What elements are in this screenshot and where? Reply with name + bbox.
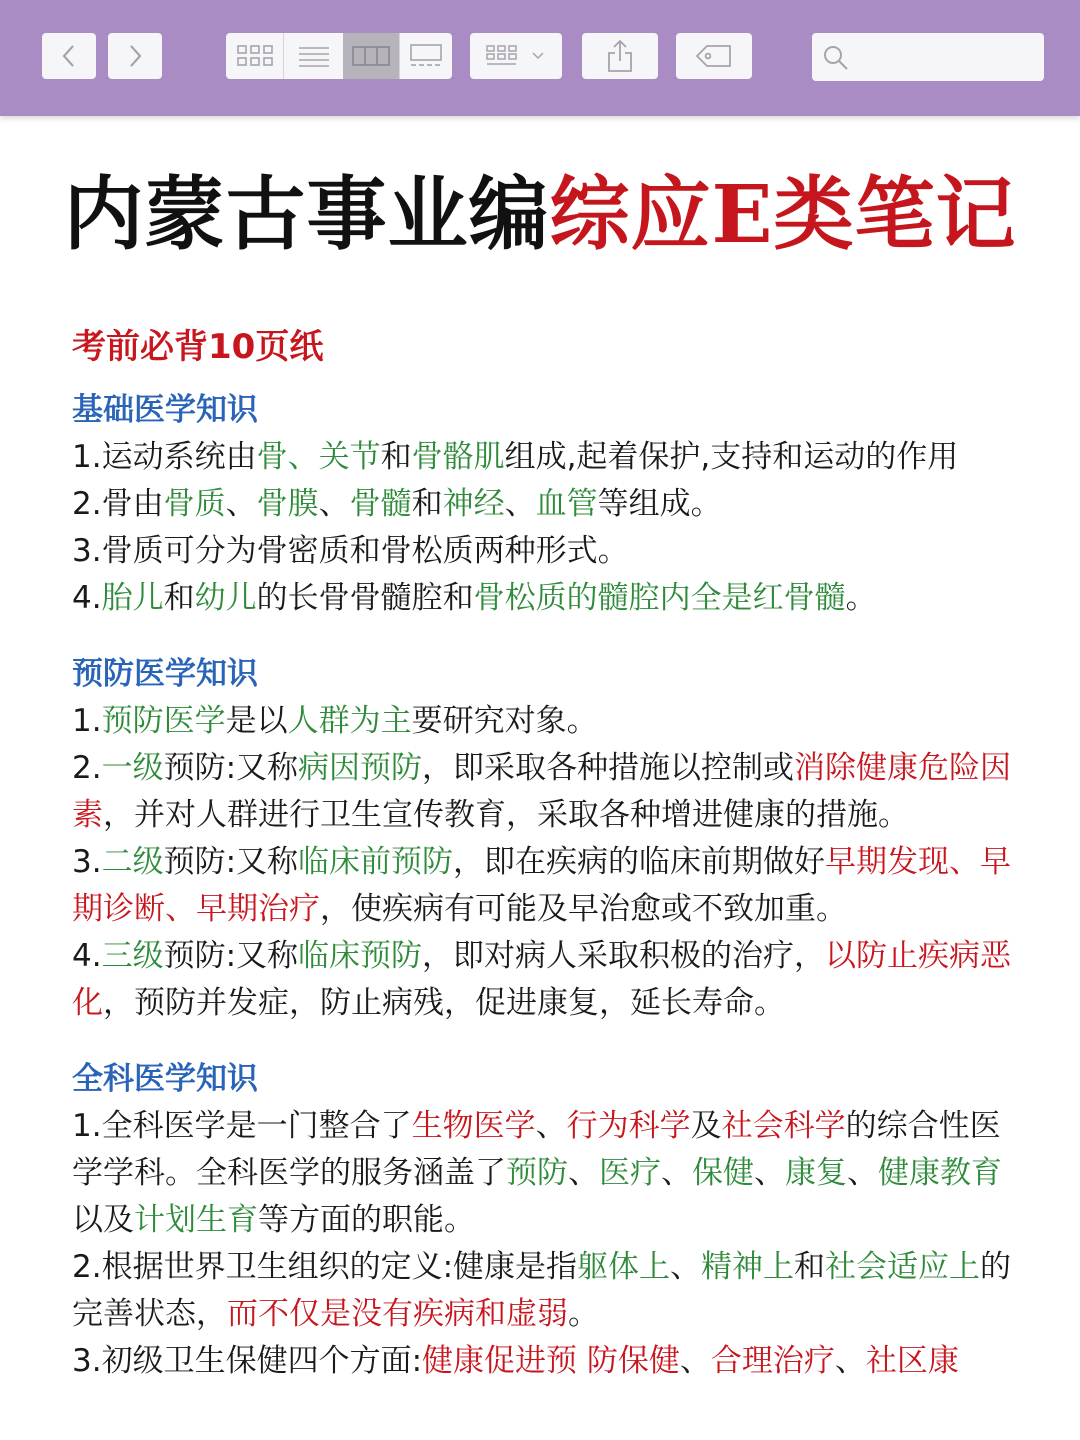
column-view-icon xyxy=(351,44,391,68)
note-item xyxy=(72,1244,1022,1338)
highlight-text: 病因预防 xyxy=(298,750,423,786)
note-text: 以及 xyxy=(72,1202,134,1238)
highlight-text: 医疗 xyxy=(599,1155,661,1191)
search-icon xyxy=(822,44,850,72)
back-icon xyxy=(59,43,79,69)
note-text: ，即对病人采取积极的治疗， xyxy=(422,938,826,974)
note-text: ，并对人群进行卫生宣传教育，采取各种增进健康的措施。 xyxy=(103,797,909,833)
highlight-text: 健康促进预 防保健 xyxy=(422,1343,680,1379)
note-text: 预防:又称 xyxy=(163,938,299,974)
list-view-icon xyxy=(297,44,331,68)
section xyxy=(72,388,1022,622)
note-item xyxy=(72,933,1022,1027)
note-text: ，即采取各种措施以控制或 xyxy=(422,750,795,786)
highlight-text: 以防止疾病恶化 xyxy=(72,938,1012,1021)
note-text: 、 xyxy=(847,1155,878,1191)
highlight-text: 骨膜 xyxy=(256,486,319,522)
highlight-text: 骨骼肌 xyxy=(411,439,505,475)
highlight-text: 行为科学 xyxy=(566,1108,691,1144)
gallery-view-button[interactable] xyxy=(399,33,452,79)
note-text: 、 xyxy=(225,486,257,522)
note-text: 预防:又称 xyxy=(163,750,299,786)
highlight-text: 预防 xyxy=(506,1155,568,1191)
note-text: ，预防并发症，防止病残，促进康复，延长寿命。 xyxy=(103,985,785,1021)
note-text: 1.全科医学是一门整合了 xyxy=(72,1108,412,1144)
note-text: 1.运动系统由 xyxy=(72,439,257,475)
highlight-text: 临床前预防 xyxy=(298,844,454,880)
highlight-text: 一级 xyxy=(101,750,164,786)
note-text: 的综合性医学学科。全科医学的服务涵盖了 xyxy=(72,1108,1001,1191)
highlight-text: 骨髓 xyxy=(349,486,412,522)
note-text: 3.骨质可分为骨密质和骨松质两种形式。 xyxy=(72,533,629,569)
notes-content xyxy=(72,318,1022,1415)
highlight-text: 预防医学 xyxy=(101,703,226,739)
finder-toolbar xyxy=(0,0,1080,116)
tag-button[interactable] xyxy=(676,33,752,79)
group-by-button[interactable] xyxy=(470,33,562,79)
highlight-text: 三级 xyxy=(101,938,164,974)
tag-icon xyxy=(694,43,734,69)
section-heading: 全科医学知识 xyxy=(72,1061,258,1097)
highlight-text: 精神上 xyxy=(701,1249,795,1285)
highlight-text: 消除健康危险因素 xyxy=(72,750,1012,833)
highlight-text: 人群为主 xyxy=(287,703,412,739)
note-text: 、 xyxy=(318,486,350,522)
section-heading: 预防医学知识 xyxy=(72,656,258,692)
note-text: 。 xyxy=(845,580,877,616)
note-text: 预防:又称 xyxy=(163,844,299,880)
share-icon xyxy=(605,39,635,73)
note-text: 1. xyxy=(72,703,102,739)
note-text: 等方面的职能。 xyxy=(258,1202,475,1238)
title-part-red: 综应E类笔记 xyxy=(549,167,1017,261)
highlight-text: 二级 xyxy=(101,844,164,880)
highlight-text: 骨、关节 xyxy=(256,439,381,475)
group-icon xyxy=(481,43,551,69)
forward-icon xyxy=(125,43,145,69)
note-text: 4. xyxy=(72,938,102,974)
note-text: 、 xyxy=(834,1343,866,1379)
sections-container xyxy=(72,388,1022,1385)
note-text: 及 xyxy=(690,1108,722,1144)
note-text: 3.初级卫生保健四个方面: xyxy=(72,1343,423,1379)
highlight-text: 而不仅是没有疾病和虚弱 xyxy=(227,1296,568,1332)
highlight-text: 社区康 xyxy=(865,1343,959,1379)
highlight-text: 保健 xyxy=(692,1155,754,1191)
highlight-text: 幼儿 xyxy=(194,580,257,616)
list-view-button[interactable] xyxy=(283,33,343,79)
note-text: 是以 xyxy=(225,703,288,739)
highlight-text: 躯体上 xyxy=(577,1249,671,1285)
share-button[interactable] xyxy=(582,33,658,79)
note-text: 的完善状态， xyxy=(72,1249,1012,1332)
note-text: 和 xyxy=(794,1249,826,1285)
note-text: 。 xyxy=(568,1296,599,1332)
note-item xyxy=(72,575,1022,622)
note-text: 、 xyxy=(568,1155,599,1191)
section xyxy=(72,652,1022,1027)
note-item xyxy=(72,745,1022,839)
gallery-view-icon xyxy=(407,43,445,69)
note-text: ，使疾病有可能及早治愈或不致加重。 xyxy=(320,891,847,927)
note-text: 组成,起着保护,支持和运动的作用 xyxy=(504,439,959,475)
highlight-text: 骨松质的髓腔内全是红骨髓 xyxy=(473,580,846,616)
note-text: ，即在疾病的临床前期做好 xyxy=(453,844,826,880)
note-item xyxy=(72,434,1022,481)
note-item xyxy=(72,528,1022,575)
grid-view-icon xyxy=(235,43,275,69)
highlight-text: 神经 xyxy=(442,486,505,522)
note-item xyxy=(72,1103,1022,1244)
column-view-button[interactable] xyxy=(343,33,399,79)
highlight-text: 计划生育 xyxy=(134,1202,258,1238)
highlight-text: 社会适应上 xyxy=(825,1249,981,1285)
highlight-text: 社会科学 xyxy=(721,1108,846,1144)
note-item xyxy=(72,839,1022,933)
note-text: 、 xyxy=(754,1155,785,1191)
highlight-text: 健康教育 xyxy=(878,1155,1002,1191)
title-part-black: 内蒙古事业编 xyxy=(63,167,550,261)
highlight-text: 康复 xyxy=(785,1155,847,1191)
highlight-text: 生物医学 xyxy=(411,1108,536,1144)
grid-view-button[interactable] xyxy=(226,33,283,79)
note-text: 和 xyxy=(163,580,195,616)
note-item xyxy=(72,1338,1022,1385)
search-field[interactable] xyxy=(812,33,1044,81)
note-text: 和 xyxy=(411,486,443,522)
forward-button[interactable] xyxy=(108,33,162,79)
note-text: 2.骨由 xyxy=(72,486,164,522)
note-text: 2.根据世界卫生组织的定义:健康是指 xyxy=(72,1249,578,1285)
highlight-text: 临床预防 xyxy=(298,938,423,974)
highlight-text: 早期发现、早期诊断、早期治疗 xyxy=(72,844,1012,927)
note-text: 、 xyxy=(504,486,536,522)
section xyxy=(72,1057,1022,1385)
note-text: 、 xyxy=(535,1108,567,1144)
note-item xyxy=(72,481,1022,528)
note-text: 的长骨骨髓腔和 xyxy=(256,580,474,616)
back-button[interactable] xyxy=(42,33,96,79)
highlight-text: 血管 xyxy=(535,486,598,522)
note-text: 、 xyxy=(670,1249,702,1285)
highlight-text: 骨质 xyxy=(163,486,226,522)
highlight-text: 合理治疗 xyxy=(710,1343,835,1379)
section-heading: 基础医学知识 xyxy=(72,392,258,428)
note-text: 和 xyxy=(380,439,412,475)
note-text: 等组成。 xyxy=(597,486,722,522)
note-text: 、 xyxy=(661,1155,692,1191)
subtitle: 考前必背10页纸 xyxy=(72,327,324,367)
page-title xyxy=(0,162,1080,266)
note-text: 4. xyxy=(72,580,102,616)
note-text: 3. xyxy=(72,844,102,880)
note-text: 2. xyxy=(72,750,102,786)
note-text: 、 xyxy=(679,1343,711,1379)
note-item xyxy=(72,698,1022,745)
note-text: 要研究对象。 xyxy=(411,703,598,739)
highlight-text: 胎儿 xyxy=(101,580,164,616)
